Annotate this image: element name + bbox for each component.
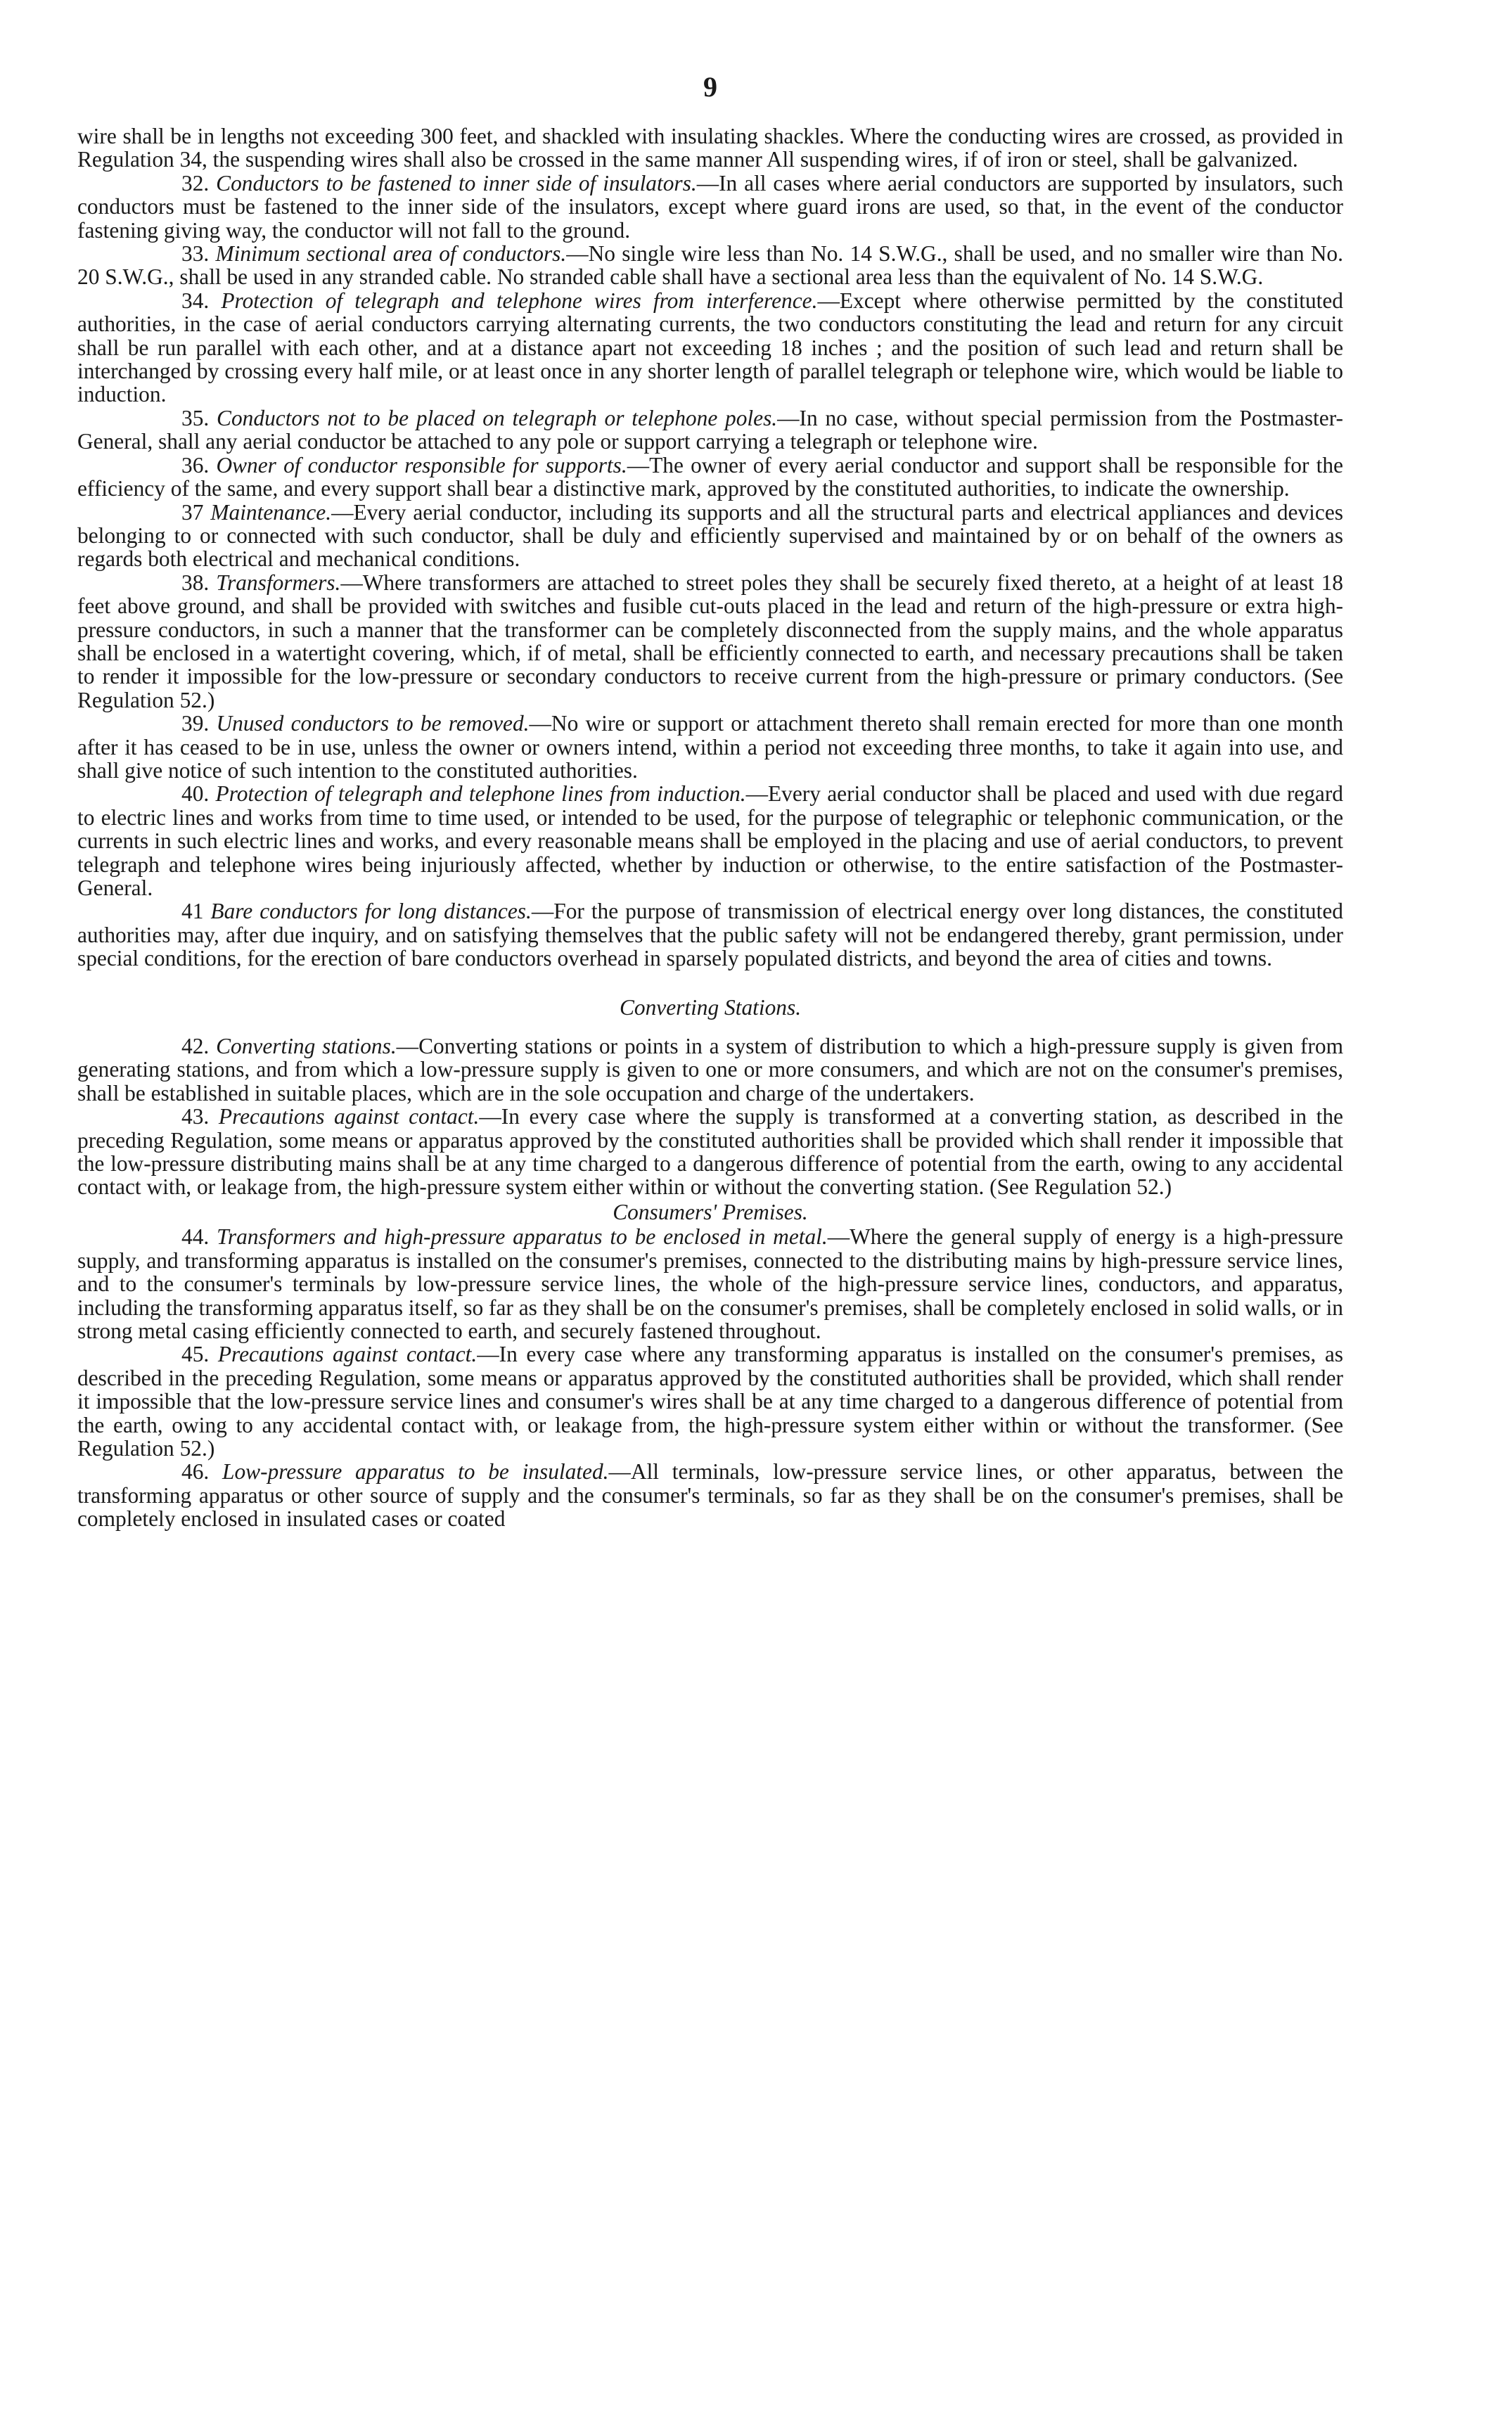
regulation-title: Owner of conductor responsible for supports. [216,452,627,477]
regulation-title: Minimum sectional area of conductors. [215,241,567,267]
regulation-title: Protection of telegraph and telephone lines from induction. [215,781,746,807]
regulation-number: 32. [181,170,210,195]
regulation-number: 41 [181,899,204,924]
regulation-45 [77,1342,1343,1460]
regulation-number: 46. [181,1459,210,1485]
regulation-43 [77,1105,1343,1199]
regulation-title: Transformers. [216,570,341,595]
regulation-text: —The owner of every aerial conductor and support shall be responsible for the efficiency of the same, and every support shall bear a distinctive mark, approved by the constituted authorities, to indicate the ownership. [77,452,1343,501]
page-number: 9 [703,71,717,103]
regulation-32 [77,172,1343,242]
regulation-text: —Except where otherwise permitted by the constituted authorities, in the case of aerial conductors carrying alternating currents, the two conductors constituting the lead and return for any circuit shall be run parallel with each other, and at a distance apart not exceeding 18 inches ; and the position of such lead and return shall be interchanged by crossing every half mile, or at least once in any shorter length of parallel telegraph or telephone wire, which would be liable to induction. [77,288,1343,407]
regulation-title: Protection of telegraph and telephone wires from interference. [221,288,818,313]
regulation-title: Low-pressure apparatus to be insulated. [222,1459,609,1485]
regulation-number: 37 [181,499,204,525]
regulation-number: 35. [181,405,210,430]
regulation-title: Precautions against contact. [217,1342,478,1367]
regulation-42 [77,1034,1343,1105]
document-page [77,70,1343,1531]
regulation-44 [77,1225,1343,1342]
regulation-title: Conductors not to be placed on telegraph or telephone poles. [217,405,778,430]
section-heading-converting-stations: Converting Stations. [619,994,802,1020]
regulation-text: —Converting stations or points in a system of distribution to which a high-pressure supply is given from generating stations, and from which a low-pressure supply is given to one or more consumers, and which are not on the consumer's premises, shall be established in suitable places, which are in the sole occupation and charge of the undertakers. [77,1034,1343,1105]
regulation-number: 36. [181,452,210,477]
regulation-37 [77,501,1343,571]
regulation-text: —For the purpose of transmission of electrical energy over long distances, the constituted authorities may, after due inquiry, and on satisfying themselves that the public safety will not be endangered thereby, grant permission, under special conditions, for the erection of bare conductors overhead in sparsely populated districts, and beyond the area of cities and towns. [77,899,1343,971]
regulation-number: 44. [181,1224,210,1250]
regulation-38 [77,571,1343,712]
regulation-33 [77,242,1343,289]
regulation-title: Maintenance. [210,499,332,525]
regulation-41 [77,899,1343,970]
regulation-number: 38. [181,570,210,595]
regulation-title: Unused conductors to be removed. [216,711,530,736]
regulation-text: —No single wire less than No. 14 S.W.G., shall be used, and no smaller wire than No. 20 S.W.G., shall be used in any stranded cable. No stranded cable shall have a sectional area less than the equivalent of No. 14 S.W.G. [77,241,1343,290]
regulation-35 [77,406,1343,454]
regulation-text: —In every case where any transforming apparatus is installed on the consumer's premises, as described in the preceding Regulation, some means or apparatus approved by the constituted authorities shall be provided, which shall render it impossible that the low-pressure service lines and consumer's wires shall be at any time charged to a dangerous difference of potential from the earth, owing to any accidental contact with, or leakage from, the high-pressure system either within or without the transformer. (See Regulation 52.) [77,1342,1343,1461]
regulation-number: 42. [181,1034,210,1059]
regulation-46 [77,1460,1343,1530]
regulation-title: Transformers and high-pressure apparatus to be enclosed in metal. [217,1224,828,1250]
regulation-40 [77,782,1343,899]
regulation-title: Precautions against contact. [218,1104,480,1129]
regulation-title: Converting stations. [216,1034,397,1059]
regulation-number: 40. [181,781,210,807]
regulation-39 [77,712,1343,782]
regulation-text: —In no case, without special permission from the Postmaster-General, shall any aerial conductor be attached to any pole or support carrying a telegraph or telephone wire. [77,405,1343,454]
regulation-title: Conductors to be fastened to inner side of insulators. [216,170,697,195]
regulations-42-to-43 [77,1034,1343,1199]
regulation-number: 43. [181,1104,210,1129]
regulations-44-to-46 [77,1225,1343,1530]
regulation-text: —In every case where the supply is transformed at a converting station, as described in the preceding Regulation, some means or apparatus approved by the constituted authorities shall be provided which shall render it impossible that the low-pressure distributing mains shall be at any time charged to a dangerous difference of potential from the earth, owing to any accidental contact with, or leakage from, the high-pressure system either within or without the converting station. (See Regulation 52.) [77,1104,1343,1200]
section-heading-consumers-premises: Consumers' Premises. [613,1199,808,1224]
regulation-text: —Where the general supply of energy is a high-pressure supply, and transforming apparatus is installed on the consumer's premises, connected to the distributing mains by high-pressure service lines, and to the consumer's terminals by low-pressure service lines, the whole of the high-pressure service lines, conductors, and apparatus, including the transforming apparatus itself, so far as they shall be on the consumer's premises, shall be completely enclosed in solid walls, or in strong metal casing efficiently connected to earth, and securely fastened throughout. [77,1224,1343,1343]
regulation-number: 34. [181,288,210,313]
regulation-title: Bare conductors for long distances. [210,899,532,924]
regulation-34 [77,289,1343,406]
regulation-text: —In all cases where aerial conductors are supported by insulators, such conductors must be fastened to the inner side of the insulators, except where guard irons are used, so that, in the event of the conductor fastening giving way, the conductor will not fall to the ground. [77,170,1343,243]
regulation-text: —Every aerial conductor shall be placed and used with due regard to electric lines and works from time to time used, or intended to be used, for the purpose of telegraphic or telephonic communication, or the currents in such electric lines and works, and every reasonable means shall be employed in the placing and use of aerial conductors, to prevent telegraph and telephone wires being injuriously affected, whether by induction or otherwise, to the entire satisfaction of the Postmaster-General. [77,781,1343,900]
regulation-text: —No wire or support or attachment thereto shall remain erected for more than one month after it has ceased to be in use, unless the owner or owners intend, within a period not exceeding three months, to take it again into use, and shall give notice of such intention to the constituted authorities. [77,711,1344,783]
regulation-number: 33. [181,241,210,267]
regulation-text: —Every aerial conductor, including its supports and all the structural parts and electrical appliances and devices belonging to or connected with such conductor, shall be duly and efficiently supervised and maintained by or on behalf of the owners as regards both electrical and mechanical conditions. [77,499,1343,572]
regulation-text: —All terminals, low-pressure service lines, or other apparatus, between the transforming apparatus or other source of supply and the consumer's terminals, so far as they shall be on the consumer's premises, shall be completely enclosed in insulated cases or coated [77,1459,1343,1532]
regulations-32-to-41 [77,172,1343,970]
regulation-number: 39. [181,711,210,736]
regulation-number: 45. [181,1342,210,1367]
continued-paragraph: wire shall be in lengths not exceeding 300 feet, and shackled with insulating shackles. Where the conducting wires are crossed, as provided in Regulation 34, the suspending wires shall also be crossed in the same manner All suspending wires, if of iron or steel, shall be galvanized. [77,124,1343,172]
regulation-36 [77,454,1343,501]
regulation-text: —Where transformers are attached to street poles they shall be securely fixed thereto, at a height of at least 18 feet above ground, and shall be provided with switches and fusible cut-outs placed in the lead and return of the high-pressure or extra high-pressure conductors, in such a manner that the transformer can be completely disconnected from the supply mains, and the whole apparatus shall be enclosed in a watertight covering, which, if of metal, shall be efficiently connected to earth, and necessary precautions shall be taken to render it impossible for the low-pressure or secondary conductors to receive current from the high-pressure or primary conductors. (See Regulation 52.) [77,570,1343,712]
